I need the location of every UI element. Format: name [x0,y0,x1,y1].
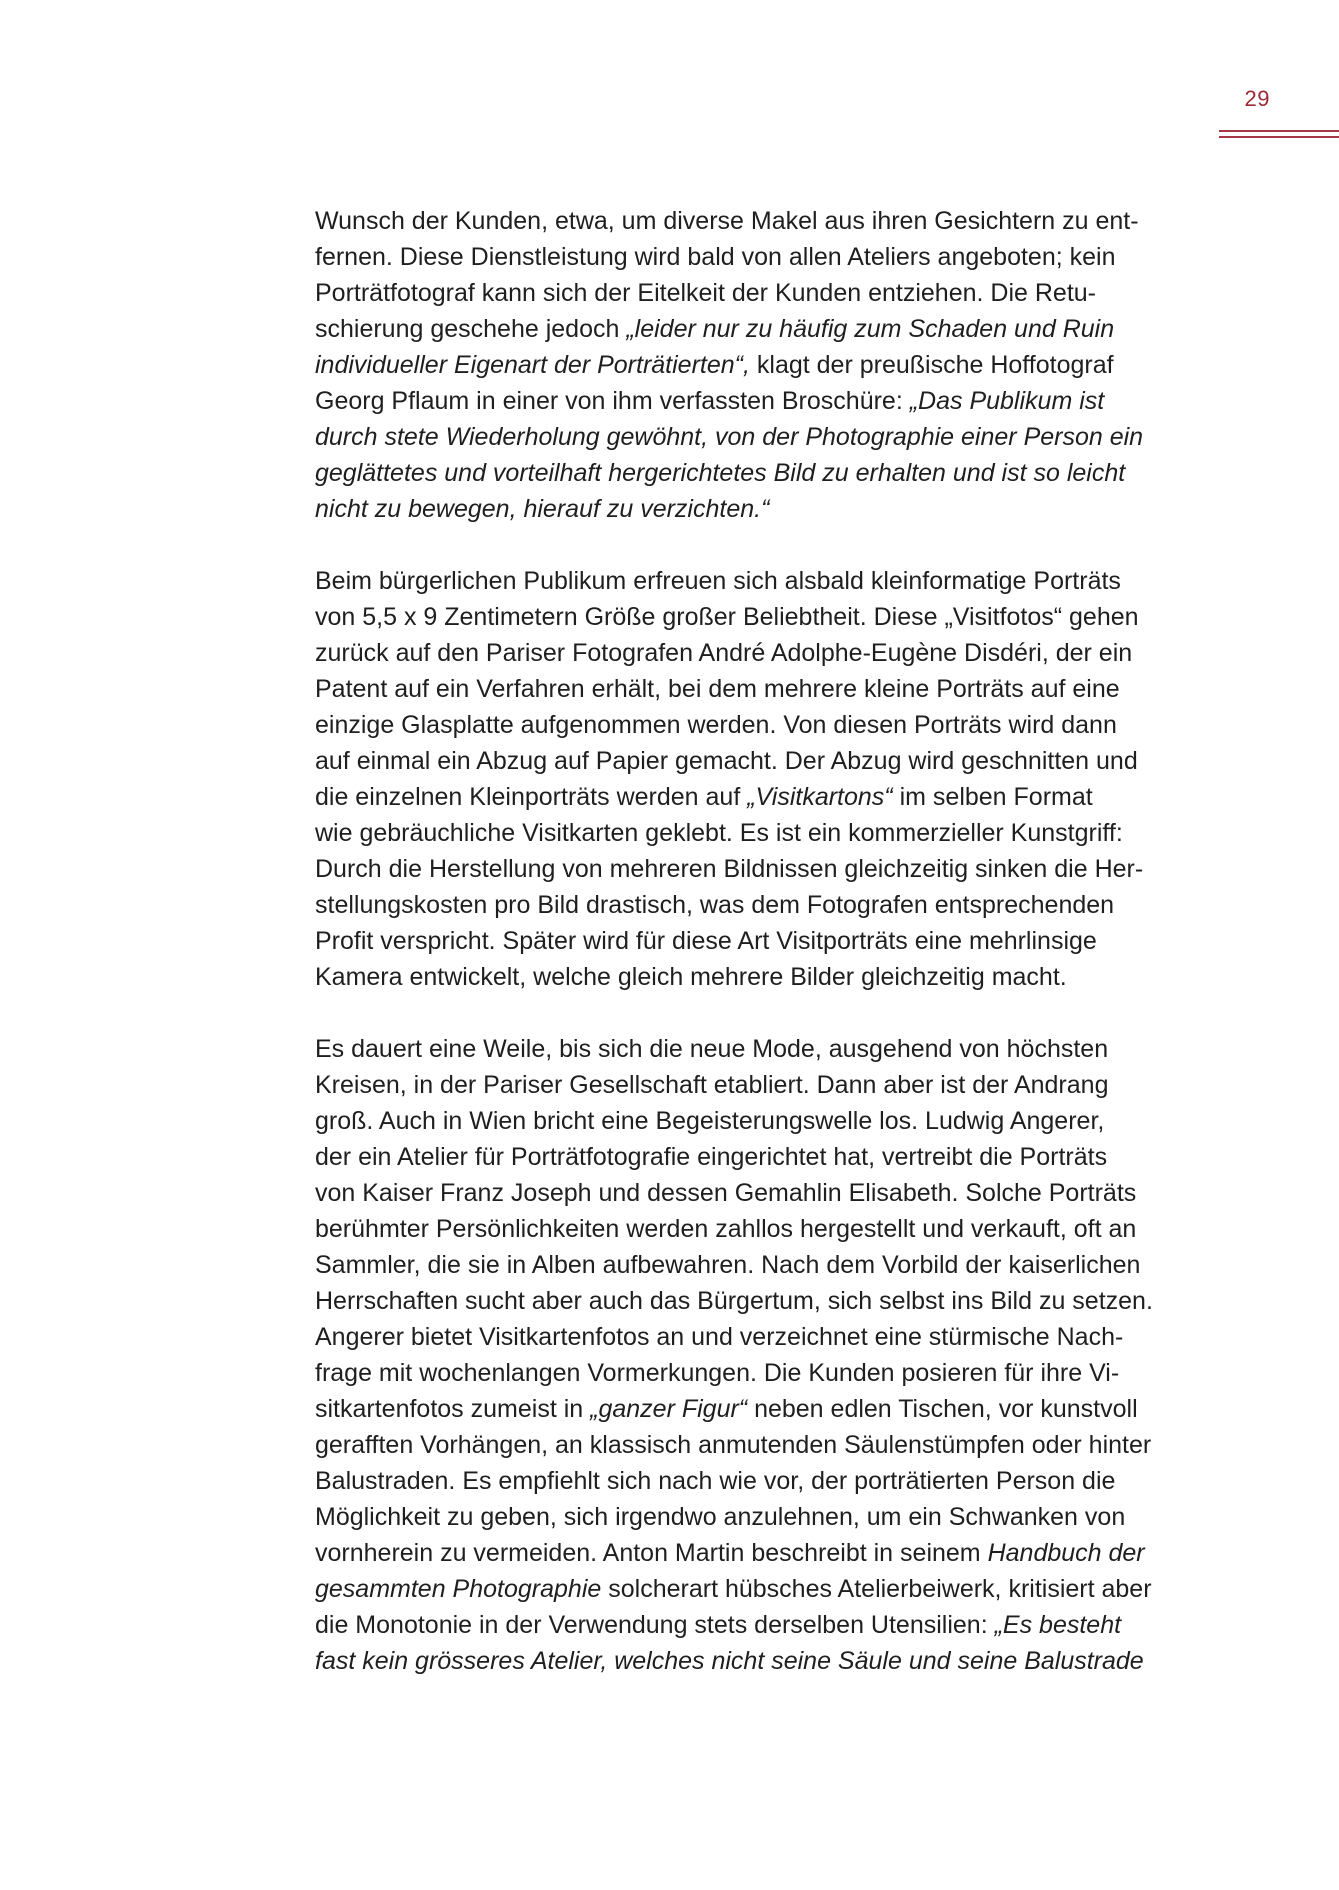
text-segment: schierung geschehe jedoch [315,315,627,343]
paragraph [315,563,1205,995]
italic-text: gesammten Photographie [315,1575,602,1603]
italic-text: geglättetes und vorteilhaft hergerichtetes Bild zu erhalten und ist so leicht [315,459,1126,487]
text-segment: Wunsch der Kunden, etwa, um diverse Makel aus ihren Gesichtern zu ent- [315,207,1139,235]
text-segment: Herrschaften sucht aber auch das Bürgertum, sich selbst ins Bild zu setzen. [315,1287,1153,1315]
text-segment: Kreisen, in der Pariser Gesellschaft etabliert. Dann aber ist der Andrang [315,1071,1109,1099]
text-segment: Patent auf ein Verfahren erhält, bei dem mehrere kleine Porträts auf eine [315,675,1120,703]
text-line [315,959,1205,995]
text-segment: sitkartenfotos zumeist in [315,1395,591,1423]
text-line [315,1211,1205,1247]
text-line [315,239,1205,275]
header-rule-upper [1219,130,1339,132]
text-line [315,851,1205,887]
text-line [315,563,1205,599]
italic-text: fast kein grösseres Atelier, welches nicht seine Säule und seine Balustrade [315,1647,1144,1675]
text-segment: frage mit wochenlangen Vormerkungen. Die Kunden posieren für ihre Vi- [315,1359,1120,1387]
text-segment: stellungskosten pro Bild drastisch, was dem Fotografen entsprechenden [315,891,1115,919]
text-line [315,1463,1205,1499]
italic-text: „ganzer Figur“ [590,1395,748,1423]
text-segment: zurück auf den Pariser Fotografen André Adolphe-Eugène Disdéri, der ein [315,639,1133,667]
text-line [315,1031,1205,1067]
text-segment: auf einmal ein Abzug auf Papier gemacht. Der Abzug wird geschnitten und [315,747,1138,775]
text-segment: Möglichkeit zu geben, sich irgendwo anzulehnen, um ein Schwanken von [315,1503,1126,1531]
italic-text: „Visitkartons“ [747,783,893,811]
text-segment: fernen. Diese Dienstleistung wird bald von allen Ateliers angeboten; kein [315,243,1116,271]
text-segment: klagt der preußische Hoffotograf [749,351,1114,379]
text-line [315,203,1205,239]
page-number: 29 [1244,86,1270,111]
text-line [315,1355,1205,1391]
body-text [315,203,1205,1715]
text-line [315,383,1205,419]
text-line [315,1247,1205,1283]
text-segment: die einzelnen Kleinporträts werden auf [315,783,748,811]
text-segment: neben edlen Tischen, vor kunstvoll [747,1395,1138,1423]
text-line [315,491,1205,527]
italic-text: nicht zu bewegen, hierauf zu verzichten.“ [315,495,770,523]
text-line [315,815,1205,851]
italic-text: durch stete Wiederholung gewöhnt, von der Photographie einer Person ein [315,423,1144,451]
text-line [315,347,1205,383]
text-segment: wie gebräuchliche Visitkarten geklebt. Es ist ein kommerzieller Kunstgriff: [315,819,1123,847]
text-line [315,671,1205,707]
text-segment: die Monotonie in der Verwendung stets derselben Utensilien: [315,1611,995,1639]
text-line [315,743,1205,779]
text-line [315,455,1205,491]
text-segment: Sammler, die sie in Alben aufbewahren. Nach dem Vorbild der kaiserlichen [315,1251,1141,1279]
text-segment: Angerer bietet Visitkartenfotos an und verzeichnet eine stürmische Nach- [315,1323,1124,1351]
text-line [315,1607,1205,1643]
text-segment: Kamera entwickelt, welche gleich mehrere Bilder gleichzeitig macht. [315,963,1067,991]
text-segment: von Kaiser Franz Joseph und dessen Gemahlin Elisabeth. Solche Porträts [315,1179,1137,1207]
text-line [315,923,1205,959]
text-segment: Durch die Herstellung von mehreren Bildnissen gleichzeitig sinken die Her- [315,855,1144,883]
text-line [315,1319,1205,1355]
text-line [315,1499,1205,1535]
text-line [315,1283,1205,1319]
italic-text: individueller Eigenart der Porträtierten“, [315,351,750,379]
header-rule-lower [1219,136,1339,138]
italic-text: „Es besteht [994,1611,1122,1639]
text-line [315,419,1205,455]
text-line [315,1067,1205,1103]
text-line [315,1103,1205,1139]
text-segment: im selben Format [892,783,1093,811]
text-segment: vornherein zu vermeiden. Anton Martin beschreibt in seinem [315,1539,988,1567]
text-line [315,1643,1205,1679]
text-segment: Beim bürgerlichen Publikum erfreuen sich alsbald kleinformatige Porträts [315,567,1121,595]
text-line [315,1571,1205,1607]
italic-text: „Das Publikum ist [909,387,1105,415]
paragraph [315,203,1205,527]
text-line [315,1535,1205,1571]
text-line [315,1427,1205,1463]
text-segment: Porträtfotograf kann sich der Eitelkeit der Kunden entziehen. Die Retu- [315,279,1096,307]
italic-text: „leider nur zu häufig zum Schaden und Ruin [626,315,1115,343]
text-segment: Balustraden. Es empfiehlt sich nach wie vor, der porträtierten Person die [315,1467,1116,1495]
text-line [315,635,1205,671]
text-line [315,1391,1205,1427]
text-segment: groß. Auch in Wien bricht eine Begeisterungswelle los. Ludwig Angerer, [315,1107,1105,1135]
text-line [315,707,1205,743]
text-segment: gerafften Vorhängen, an klassisch anmutenden Säulenstümpfen oder hinter [315,1431,1152,1459]
text-line [315,1175,1205,1211]
text-segment: solcherart hübsches Atelierbeiwerk, kritisiert aber [601,1575,1152,1603]
text-segment: einzige Glasplatte aufgenommen werden. Von diesen Porträts wird dann [315,711,1117,739]
text-line [315,779,1205,815]
text-segment: Profit verspricht. Später wird für diese Art Visitporträts eine mehrlinsige [315,927,1097,955]
text-segment: der ein Atelier für Porträtfotografie eingerichtet hat, vertreibt die Porträts [315,1143,1108,1171]
paragraph [315,1031,1205,1679]
text-line [315,275,1205,311]
italic-text: Handbuch der [987,1539,1145,1567]
text-line [315,599,1205,635]
text-segment: Georg Pflaum in einer von ihm verfassten Broschüre: [315,387,910,415]
text-segment: von 5,5 x 9 Zentimetern Größe großer Beliebtheit. Diese „Visitfotos“ gehen [315,603,1139,631]
text-segment: Es dauert eine Weile, bis sich die neue Mode, ausgehend von höchsten [315,1035,1109,1063]
text-segment: berühmter Persönlichkeiten werden zahllos hergestellt und verkauft, oft an [315,1215,1137,1243]
text-line [315,887,1205,923]
text-line [315,1139,1205,1175]
text-line [315,311,1205,347]
